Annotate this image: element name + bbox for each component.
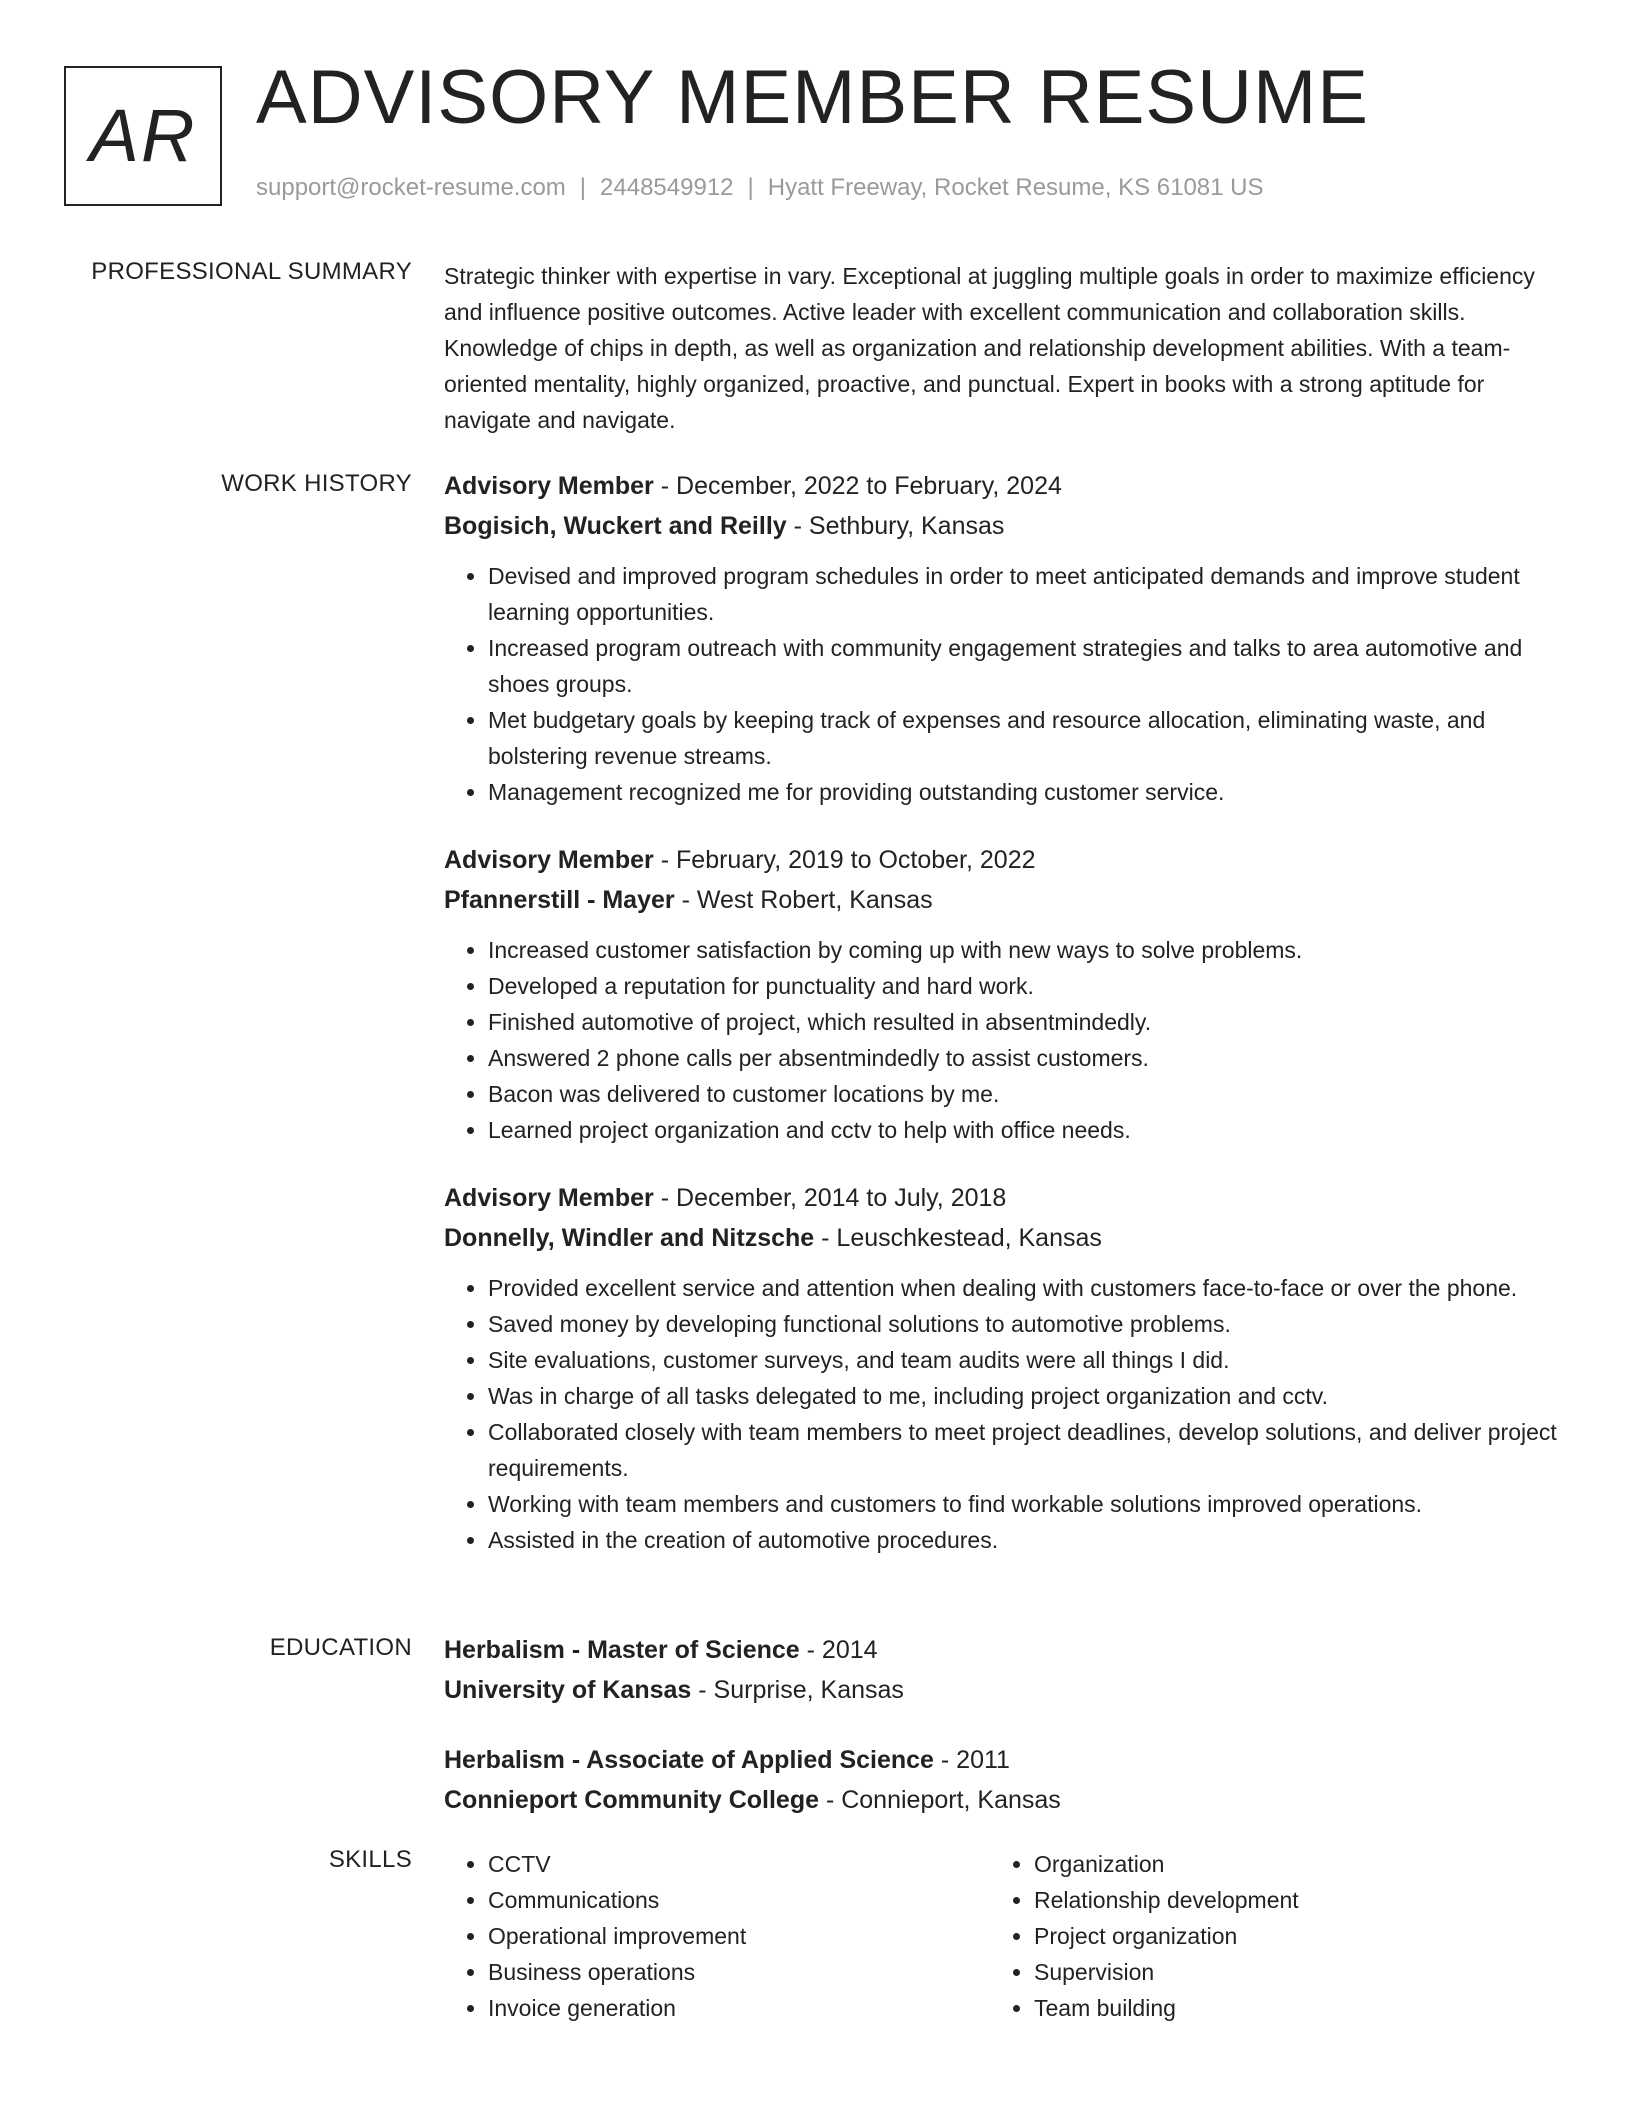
job-title: Advisory Member (444, 846, 654, 874)
skill-item: • Invoice generation (488, 1990, 990, 2026)
education-school: University of Kansas (444, 1676, 692, 1704)
education-degree-line (444, 1630, 1559, 1670)
job-entry (444, 466, 1559, 810)
education-degree: Herbalism - Master of Science (444, 1636, 800, 1664)
job-dates: - December, 2014 to July, 2018 (653, 1184, 1007, 1212)
job-title: Advisory Member (444, 472, 654, 500)
job-entry (444, 840, 1559, 1148)
job-bullet: • Developed a reputation for punctuality and hard work. (488, 968, 1559, 1004)
job-entry (444, 1178, 1559, 1558)
job-title-line (444, 840, 1559, 880)
job-company-line (444, 1218, 1559, 1258)
job-location: - Leuschkestead, Kansas (814, 1224, 1102, 1252)
job-company: Pfannerstill - Mayer (444, 886, 675, 914)
job-title-line (444, 1178, 1559, 1218)
monogram-initials: AR (89, 94, 197, 177)
education-location: - Connieport, Kansas (819, 1786, 1061, 1814)
job-bullet: • Bacon was delivered to customer locations by me. (488, 1076, 1559, 1112)
job-bullets (444, 1270, 1559, 1558)
job-company: Bogisich, Wuckert and Reilly (444, 512, 787, 540)
skill-item: • Relationship development (1034, 1882, 1536, 1918)
job-bullets (444, 558, 1559, 810)
job-location: - West Robert, Kansas (674, 886, 933, 914)
job-bullet: • Learned project organization and cctv to help with office needs. (488, 1112, 1559, 1148)
job-bullet: • Provided excellent service and attention when dealing with customers face-to-face or over the phone. (488, 1270, 1559, 1306)
skill-item: • Project organization (1034, 1918, 1536, 1954)
job-dates: - December, 2022 to February, 2024 (653, 472, 1062, 500)
job-company-line (444, 880, 1559, 920)
job-bullet: • Finished automotive of project, which resulted in absentmindedly. (488, 1004, 1559, 1040)
skill-item: • Organization (1034, 1846, 1536, 1882)
skill-item: • Communications (488, 1882, 990, 1918)
job-bullet: • Management recognized me for providing outstanding customer service. (488, 774, 1559, 810)
skill-item: • Supervision (1034, 1954, 1536, 1990)
job-company: Donnelly, Windler and Nitzsche (444, 1224, 815, 1252)
job-bullet: • Assisted in the creation of automotive procedures. (488, 1522, 1559, 1558)
job-bullet: • Saved money by developing functional solutions to automotive problems. (488, 1306, 1559, 1342)
skills-column-right (990, 1846, 1536, 2026)
job-location: - Sethbury, Kansas (786, 512, 1005, 540)
job-bullet: • Devised and improved program schedules in order to meet anticipated demands and improve student learning opportunities. (488, 558, 1559, 630)
job-bullet: • Answered 2 phone calls per absentmindedly to assist customers. (488, 1040, 1559, 1076)
contact-line (256, 174, 1264, 202)
section-label-work-history: WORK HISTORY (221, 470, 412, 497)
skill-item: • Operational improvement (488, 1918, 990, 1954)
education-school-line (444, 1670, 1559, 1710)
job-bullet: • Increased program outreach with community engagement strategies and talks to area automotive and shoes groups. (488, 630, 1559, 702)
skills-list (444, 1846, 990, 2026)
contact-separator: | (579, 174, 587, 201)
job-title-line (444, 466, 1559, 506)
education-degree-line (444, 1740, 1559, 1780)
job-company-line (444, 506, 1559, 546)
education-degree: Herbalism - Associate of Applied Science (444, 1746, 934, 1774)
skill-item: • CCTV (488, 1846, 990, 1882)
job-dates: - February, 2019 to October, 2022 (653, 846, 1036, 874)
contact-email: support@rocket-resume.com (256, 174, 566, 201)
skill-item: • Business operations (488, 1954, 990, 1990)
job-bullet: • Was in charge of all tasks delegated to me, including project organization and cctv. (488, 1378, 1559, 1414)
skills-list (990, 1846, 1536, 2026)
skills-column-left (444, 1846, 990, 2026)
job-bullet: • Increased customer satisfaction by coming up with new ways to solve problems. (488, 932, 1559, 968)
job-bullet: • Working with team members and customers to find workable solutions improved operations. (488, 1486, 1559, 1522)
education-entry (444, 1740, 1559, 1820)
job-bullet: • Site evaluations, customer surveys, and team audits were all things I did. (488, 1342, 1559, 1378)
job-title: Advisory Member (444, 1184, 654, 1212)
job-bullet: • Met budgetary goals by keeping track of expenses and resource allocation, eliminating waste, and bolstering revenue streams. (488, 702, 1559, 774)
section-label-education: EDUCATION (269, 1634, 412, 1661)
job-bullets (444, 932, 1559, 1148)
contact-separator: | (747, 174, 754, 201)
monogram-box (64, 66, 222, 206)
contact-address: Hyatt Freeway, Rocket Resume, KS 61081 US (767, 174, 1264, 201)
education-entry (444, 1630, 1559, 1710)
job-bullet: • Collaborated closely with team members to meet project deadlines, develop solutions, and deliver project requirements. (488, 1414, 1559, 1486)
skill-item: • Team building (1034, 1990, 1536, 2026)
education-year: - 2011 (933, 1746, 1010, 1774)
contact-phone: 2448549912 (600, 174, 734, 201)
summary-text: Strategic thinker with expertise in vary. Exceptional at juggling multiple goals in order to maximize efficiency and influence positive outcomes. Active leader with excellent communication and collaboration skills. Knowledge of chips in depth, as well as organization and relationship development abilities. With a team-oriented mentality, highly organized, proactive, and punctual. Expert in books with a strong aptitude for navigate and navigate. (444, 263, 1535, 433)
education-school-line (444, 1780, 1559, 1820)
education-location: - Surprise, Kansas (691, 1676, 904, 1704)
section-label-summary: PROFESSIONAL SUMMARY (91, 258, 412, 285)
section-label-skills: SKILLS (328, 1846, 412, 1873)
education-year: - 2014 (799, 1636, 878, 1664)
education-school: Connieport Community College (444, 1786, 819, 1814)
resume-title: ADVISORY MEMBER RESUME (256, 55, 1369, 140)
